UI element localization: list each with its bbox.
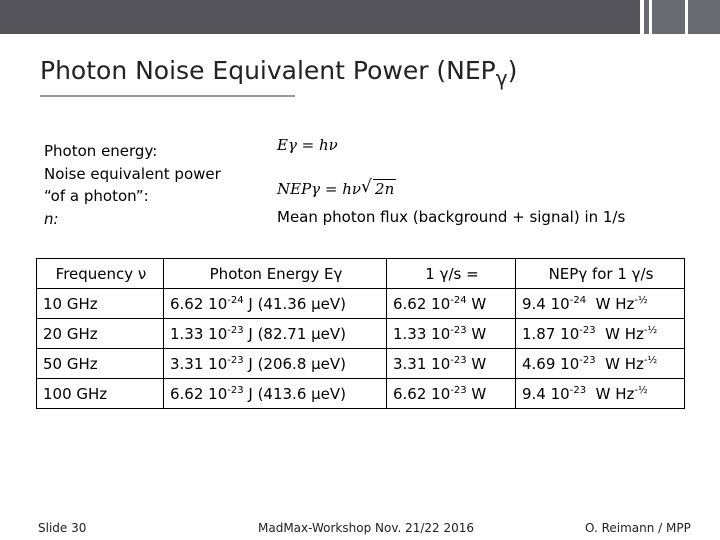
table-row	[37, 349, 685, 379]
col-header-photon-energy: Photon Energy Eγ	[164, 259, 387, 289]
cell-nep: 1.87 $10^{-23}$ W $Hz^{-\frac{1}{2}}$	[516, 319, 685, 349]
nep-formula	[277, 180, 396, 198]
title-underline	[40, 95, 295, 97]
title-text: Photon Noise Equivalent Power (NEP	[40, 56, 496, 85]
col-header-photon-rate: 1 γ/s =	[387, 259, 516, 289]
nep-radical: 2n	[375, 180, 395, 198]
title-close: )	[507, 56, 518, 85]
cell-power: 1.33 $10^{-23}$ W	[387, 319, 516, 349]
def-nep-2: “of a photon”:	[44, 187, 149, 205]
cell-frequency: 100 GHz	[37, 379, 164, 409]
cell-frequency: 50 GHz	[37, 349, 164, 379]
top-banner-segment	[644, 0, 649, 34]
cell-photon-energy: 1.33 $10^{-23}$ J (82.71 μeV)	[164, 319, 387, 349]
table-header-row	[37, 259, 685, 289]
col-header-nep: NEPγ for 1 γ/s	[516, 259, 685, 289]
slide-title	[40, 56, 517, 90]
nep-table	[36, 258, 685, 409]
cell-power: 3.31 $10^{-23}$ W	[387, 349, 516, 379]
footer-event: MadMax-Workshop Nov. 21/22 2016	[258, 521, 475, 535]
cell-nep: 9.4 $10^{-24}$ W $Hz^{-\frac{1}{2}}$	[516, 289, 685, 319]
table-row	[37, 379, 685, 409]
cell-power: 6.62 $10^{-24}$ W	[387, 289, 516, 319]
cell-photon-energy: 6.62 $10^{-24}$ J (41.36 μeV)	[164, 289, 387, 319]
footer-author: O. Reimann / MPP	[585, 521, 691, 535]
table-row	[37, 289, 685, 319]
cell-frequency: 10 GHz	[37, 289, 164, 319]
cell-photon-energy: 3.31 $10^{-23}$ J (206.8 μeV)	[164, 349, 387, 379]
nep-formula-prefix: NEPγ = hν	[277, 180, 362, 198]
n-description: Mean photon flux (background + signal) in 1/s	[277, 208, 626, 226]
cell-photon-energy: 6.62 $10^{-23}$ J (413.6 μeV)	[164, 379, 387, 409]
top-banner	[0, 0, 640, 34]
def-n: n:	[44, 209, 59, 228]
def-photon-energy: Photon energy:	[44, 142, 158, 160]
cell-power: 6.62 $10^{-23}$ W	[387, 379, 516, 409]
top-banner-segment	[688, 0, 720, 34]
sqrt-symbol	[361, 180, 396, 198]
definition-labels	[44, 140, 221, 230]
col-header-frequency: Frequency ν	[37, 259, 164, 289]
title-subscript: γ	[495, 66, 508, 90]
energy-formula: Eγ = hν	[277, 136, 338, 154]
top-banner-segment	[652, 0, 685, 34]
def-nep-1: Noise equivalent power	[44, 164, 221, 183]
cell-nep: 9.4 $10^{-23}$ W $Hz^{-\frac{1}{2}}$	[516, 379, 685, 409]
cell-frequency: 20 GHz	[37, 319, 164, 349]
cell-nep: 4.69 $10^{-23}$ W $Hz^{-\frac{1}{2}}$	[516, 349, 685, 379]
table-row	[37, 319, 685, 349]
slide-number: Slide 30	[38, 521, 87, 535]
